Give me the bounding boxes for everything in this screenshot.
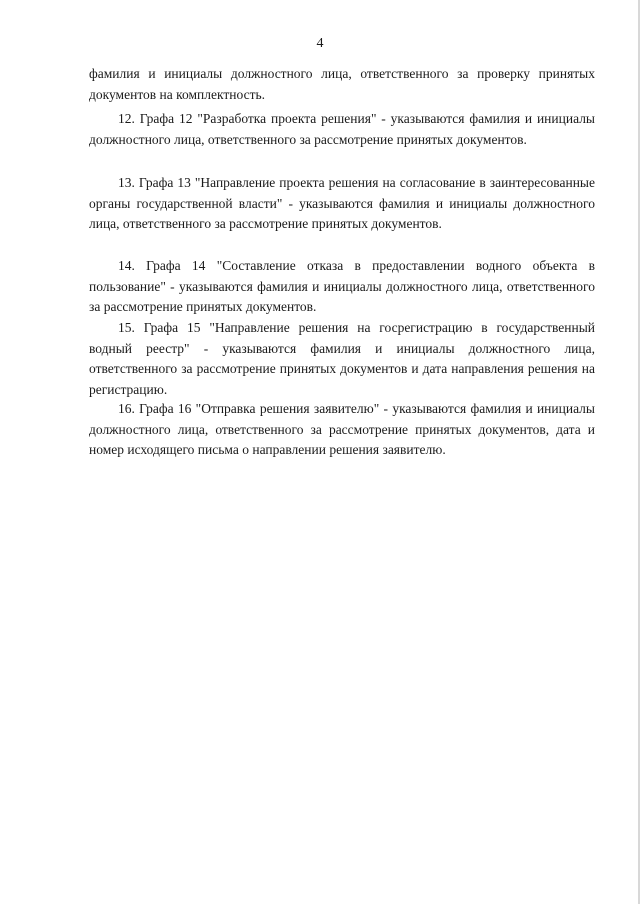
paragraph-item-16: 16. Графа 16 "Отправка решения заявителю" - указываются фамилия и инициалы должностного лица, ответственного за рассмотрение принятых документов, дата и номер исходящего письма о направлении решения заявителю.: [89, 401, 595, 457]
page-number: 4: [316, 36, 324, 51]
paragraph-item-12: 12. Графа 12 "Разработка проекта решения" - указываются фамилия и инициалы должностного лица, ответственного за рассмотрение принятых документов.: [89, 111, 595, 147]
paragraph-item-15: 15. Графа 15 "Направление решения на госрегистрацию в государственный водный реестр" - указываются фамилия и инициалы должностного лица, ответственного за рассмотрение принятых документов и дата направления решения на регистрацию.: [89, 320, 595, 397]
paragraph-item-13: 13. Графа 13 "Направление проекта решения на согласование в заинтересованные органы государственной власти" - указываются фамилия и инициалы должностного лица, ответственного за рассмотрение принятых документов.: [89, 175, 595, 231]
paragraph-item-14: 14. Графа 14 "Составление отказа в предоставлении водного объекта в пользование" - указываются фамилия и инициалы должностного лица, ответственного за рассмотрение принятых документов.: [89, 258, 595, 314]
paragraph-continuation: фамилия и инициалы должностного лица, ответственного за проверку принятых документов на комплектность.: [89, 66, 595, 102]
